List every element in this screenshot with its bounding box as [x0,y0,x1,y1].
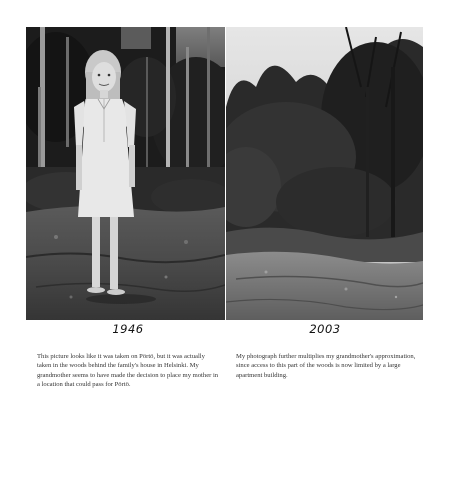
photo-1946 [26,27,225,320]
photo-2003 [226,27,423,320]
photo-1946-image [26,27,225,320]
caption-2003: My photograph further multiplies my grandmother's approximation, since access to this part of the woods is now limited by a large apartment building. [236,353,416,379]
year-label-1946: 1946 [112,322,144,336]
caption-1946: This picture looks like it was taken on Pörtö, but it was actually taken in the woods behind the family's house in Helsinki. My grandmother seems to have made the decision to place my mother in a location that could pass for Pörtö. [37,353,219,388]
year-label-2003: 2003 [309,322,341,336]
photo-2003-image [226,27,423,320]
